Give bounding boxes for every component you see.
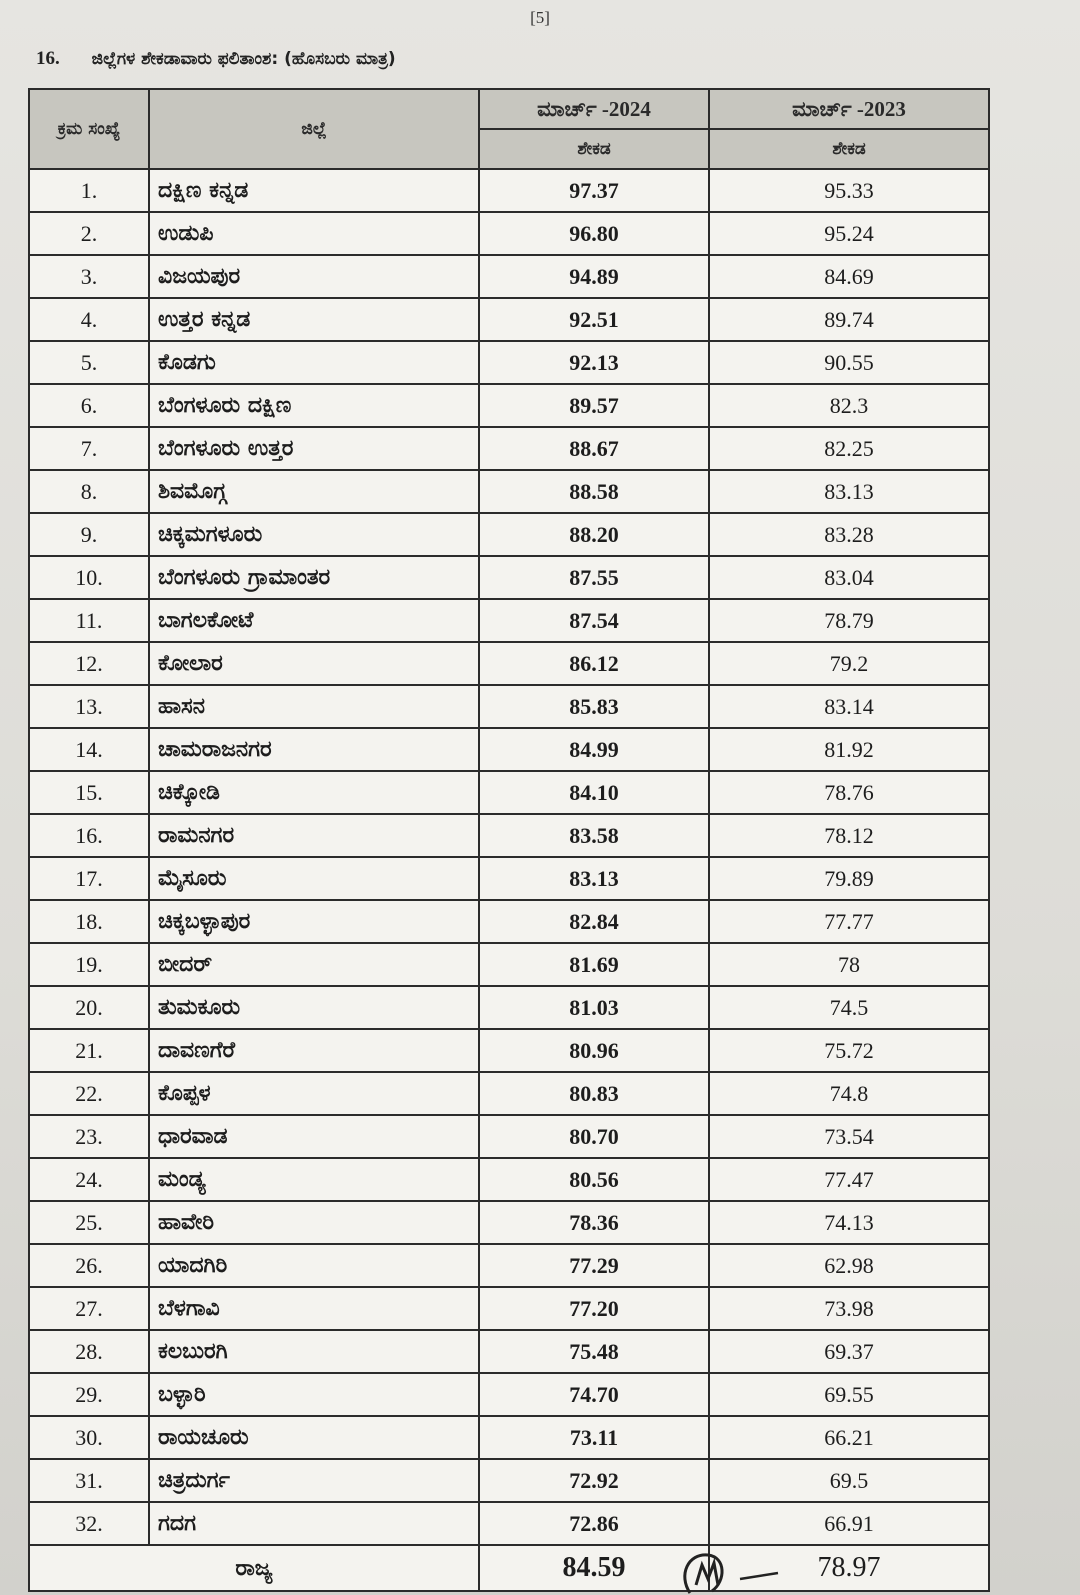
table-row: [29, 900, 989, 943]
row-value-2024: 74.70: [479, 1373, 709, 1416]
header-percent-2024: ಶೇಕಡ: [479, 129, 709, 169]
row-value-2023: 83.28: [709, 513, 989, 556]
row-value-2023: 69.5: [709, 1459, 989, 1502]
row-value-2023: 83.04: [709, 556, 989, 599]
row-value-2024: 87.54: [479, 599, 709, 642]
row-value-2024: 92.13: [479, 341, 709, 384]
table-row: [29, 986, 989, 1029]
table-row: [29, 1459, 989, 1502]
state-value-2023: 78.97: [709, 1545, 989, 1591]
row-district: ಧಾರವಾಡ: [149, 1115, 479, 1158]
row-serial: 17.: [29, 857, 149, 900]
row-value-2024: 80.70: [479, 1115, 709, 1158]
row-value-2023: 83.14: [709, 685, 989, 728]
row-district: ಚಿಕ್ಕಮಗಳೂರು: [149, 513, 479, 556]
row-district: ಕೋಲಾರ: [149, 642, 479, 685]
table-row: [29, 169, 989, 212]
row-value-2024: 72.92: [479, 1459, 709, 1502]
row-district: ಹಾಸನ: [149, 685, 479, 728]
row-district: ಕಲಬುರಗಿ: [149, 1330, 479, 1373]
row-serial: 6.: [29, 384, 149, 427]
row-value-2023: 73.98: [709, 1287, 989, 1330]
table-row: [29, 1201, 989, 1244]
results-table: [28, 88, 990, 1592]
row-value-2023: 77.47: [709, 1158, 989, 1201]
row-value-2023: 69.37: [709, 1330, 989, 1373]
table-row: [29, 728, 989, 771]
table-row: [29, 1072, 989, 1115]
row-district: ರಾಮನಗರ: [149, 814, 479, 857]
table-row: [29, 1330, 989, 1373]
row-value-2024: 81.03: [479, 986, 709, 1029]
row-value-2024: 97.37: [479, 169, 709, 212]
row-district: ಶಿವಮೊಗ್ಗ: [149, 470, 479, 513]
row-value-2024: 80.56: [479, 1158, 709, 1201]
row-value-2024: 88.67: [479, 427, 709, 470]
table-row: [29, 685, 989, 728]
table-row: [29, 513, 989, 556]
row-value-2023: 62.98: [709, 1244, 989, 1287]
row-value-2024: 75.48: [479, 1330, 709, 1373]
row-serial: 19.: [29, 943, 149, 986]
row-value-2024: 78.36: [479, 1201, 709, 1244]
header-percent-2023: ಶೇಕಡ: [709, 129, 989, 169]
row-serial: 25.: [29, 1201, 149, 1244]
row-value-2023: 69.55: [709, 1373, 989, 1416]
row-value-2023: 95.24: [709, 212, 989, 255]
row-value-2023: 75.72: [709, 1029, 989, 1072]
row-serial: 32.: [29, 1502, 149, 1545]
row-value-2023: 74.5: [709, 986, 989, 1029]
table-row: [29, 771, 989, 814]
row-serial: 27.: [29, 1287, 149, 1330]
table-row: [29, 1502, 989, 1545]
row-value-2023: 83.13: [709, 470, 989, 513]
row-district: ಬೆಳಗಾವಿ: [149, 1287, 479, 1330]
row-district: ಮಂಡ್ಯ: [149, 1158, 479, 1201]
row-value-2024: 83.58: [479, 814, 709, 857]
row-value-2023: 82.25: [709, 427, 989, 470]
row-district: ಬೀದರ್: [149, 943, 479, 986]
table-row: [29, 1416, 989, 1459]
row-serial: 26.: [29, 1244, 149, 1287]
table-row: [29, 384, 989, 427]
row-value-2024: 77.20: [479, 1287, 709, 1330]
row-serial: 11.: [29, 599, 149, 642]
state-label: ರಾಜ್ಯ: [29, 1545, 479, 1591]
row-value-2024: 96.80: [479, 212, 709, 255]
row-serial: 2.: [29, 212, 149, 255]
section-number: 16.: [36, 48, 60, 69]
row-district: ಉತ್ತರ ಕನ್ನಡ: [149, 298, 479, 341]
row-serial: 12.: [29, 642, 149, 685]
row-value-2024: 81.69: [479, 943, 709, 986]
row-district: ತುಮಕೂರು: [149, 986, 479, 1029]
row-serial: 4.: [29, 298, 149, 341]
row-serial: 30.: [29, 1416, 149, 1459]
row-serial: 23.: [29, 1115, 149, 1158]
table-row: [29, 470, 989, 513]
row-district: ಗದಗ: [149, 1502, 479, 1545]
row-serial: 13.: [29, 685, 149, 728]
row-value-2023: 78.12: [709, 814, 989, 857]
row-value-2023: 89.74: [709, 298, 989, 341]
row-district: ಬೆಂಗಳೂರು ದಕ್ಷಿಣ: [149, 384, 479, 427]
row-district: ಯಾದಗಿರಿ: [149, 1244, 479, 1287]
signature-mark: [660, 1545, 780, 1595]
row-serial: 21.: [29, 1029, 149, 1072]
row-value-2023: 74.8: [709, 1072, 989, 1115]
table-row: [29, 556, 989, 599]
row-district: ರಾಯಚೂರು: [149, 1416, 479, 1459]
row-value-2024: 87.55: [479, 556, 709, 599]
table-row: [29, 1287, 989, 1330]
row-serial: 1.: [29, 169, 149, 212]
row-district: ಹಾವೇರಿ: [149, 1201, 479, 1244]
row-serial: 5.: [29, 341, 149, 384]
row-value-2023: 84.69: [709, 255, 989, 298]
row-serial: 20.: [29, 986, 149, 1029]
table-row: [29, 1158, 989, 1201]
row-district: ಕೊಡಗು: [149, 341, 479, 384]
table-row: [29, 857, 989, 900]
table-row: [29, 255, 989, 298]
row-value-2024: 84.10: [479, 771, 709, 814]
row-value-2023: 74.13: [709, 1201, 989, 1244]
row-value-2023: 66.21: [709, 1416, 989, 1459]
page-number: [5]: [530, 8, 550, 27]
row-district: ಚಿಕ್ಕೋಡಿ: [149, 771, 479, 814]
table-row: [29, 943, 989, 986]
table-row: [29, 1115, 989, 1158]
row-value-2024: 92.51: [479, 298, 709, 341]
row-district: ಚಿಕ್ಕಬಳ್ಳಾಪುರ: [149, 900, 479, 943]
row-value-2024: 80.96: [479, 1029, 709, 1072]
row-district: ಬೆಂಗಳೂರು ಉತ್ತರ: [149, 427, 479, 470]
table-row: [29, 212, 989, 255]
row-district: ಬಳ್ಳಾರಿ: [149, 1373, 479, 1416]
state-value-2024: 84.59: [479, 1545, 709, 1591]
row-value-2024: 73.11: [479, 1416, 709, 1459]
table-row: [29, 814, 989, 857]
table-row: [29, 642, 989, 685]
row-serial: 18.: [29, 900, 149, 943]
row-value-2023: 90.55: [709, 341, 989, 384]
row-serial: 24.: [29, 1158, 149, 1201]
row-value-2023: 82.3: [709, 384, 989, 427]
row-serial: 31.: [29, 1459, 149, 1502]
row-value-2024: 89.57: [479, 384, 709, 427]
table-row: [29, 427, 989, 470]
row-value-2024: 94.89: [479, 255, 709, 298]
row-value-2023: 79.2: [709, 642, 989, 685]
table-row: [29, 1373, 989, 1416]
row-district: ವಿಜಯಪುರ: [149, 255, 479, 298]
row-serial: 10.: [29, 556, 149, 599]
table-row: [29, 1244, 989, 1287]
row-value-2023: 77.77: [709, 900, 989, 943]
row-value-2024: 83.13: [479, 857, 709, 900]
row-district: ಮೈಸೂರು: [149, 857, 479, 900]
row-value-2024: 86.12: [479, 642, 709, 685]
row-serial: 22.: [29, 1072, 149, 1115]
row-serial: 8.: [29, 470, 149, 513]
row-serial: 7.: [29, 427, 149, 470]
row-serial: 15.: [29, 771, 149, 814]
header-district: ಜಿಲ್ಲೆ: [149, 89, 479, 169]
row-value-2023: 73.54: [709, 1115, 989, 1158]
row-value-2023: 78.79: [709, 599, 989, 642]
header-year-2023: ಮಾರ್ಚ್ -2023: [709, 89, 989, 129]
table-row: [29, 599, 989, 642]
row-district: ಚಿತ್ರದುರ್ಗ: [149, 1459, 479, 1502]
row-district: ಚಾಮರಾಜನಗರ: [149, 728, 479, 771]
table-row: [29, 1029, 989, 1072]
row-value-2023: 66.91: [709, 1502, 989, 1545]
row-serial: 14.: [29, 728, 149, 771]
header-year-2024: ಮಾರ್ಚ್ -2024: [479, 89, 709, 129]
row-value-2024: 72.86: [479, 1502, 709, 1545]
row-value-2023: 79.89: [709, 857, 989, 900]
row-district: ಬೆಂಗಳೂರು ಗ್ರಾಮಾಂತರ: [149, 556, 479, 599]
row-value-2023: 81.92: [709, 728, 989, 771]
row-serial: 28.: [29, 1330, 149, 1373]
header-serial: ಕ್ರಮ ಸಂಖ್ಯೆ: [29, 89, 149, 169]
row-district: ಉಡುಪಿ: [149, 212, 479, 255]
row-serial: 29.: [29, 1373, 149, 1416]
row-district: ಬಾಗಲಕೋಟೆ: [149, 599, 479, 642]
row-serial: 9.: [29, 513, 149, 556]
state-total-row: [29, 1545, 989, 1591]
table-row: [29, 298, 989, 341]
section-heading: [36, 48, 1016, 70]
row-value-2023: 78.76: [709, 771, 989, 814]
row-district: ದಕ್ಷಿಣ ಕನ್ನಡ: [149, 169, 479, 212]
row-value-2023: 95.33: [709, 169, 989, 212]
row-value-2024: 82.84: [479, 900, 709, 943]
row-value-2024: 88.58: [479, 470, 709, 513]
row-serial: 3.: [29, 255, 149, 298]
table-row: [29, 341, 989, 384]
table-body: [29, 169, 989, 1545]
row-value-2024: 85.83: [479, 685, 709, 728]
row-serial: 16.: [29, 814, 149, 857]
row-district: ದಾವಣಗೆರೆ: [149, 1029, 479, 1072]
row-district: ಕೊಪ್ಪಳ: [149, 1072, 479, 1115]
row-value-2024: 77.29: [479, 1244, 709, 1287]
section-title: ಜಿಲ್ಲೆಗಳ ಶೇಕಡಾವಾರು ಫಲಿತಾಂಶ: (ಹೊಸಬರು ಮಾತ್ರ): [91, 49, 396, 69]
row-value-2023: 78: [709, 943, 989, 986]
row-value-2024: 84.99: [479, 728, 709, 771]
row-value-2024: 80.83: [479, 1072, 709, 1115]
row-value-2024: 88.20: [479, 513, 709, 556]
